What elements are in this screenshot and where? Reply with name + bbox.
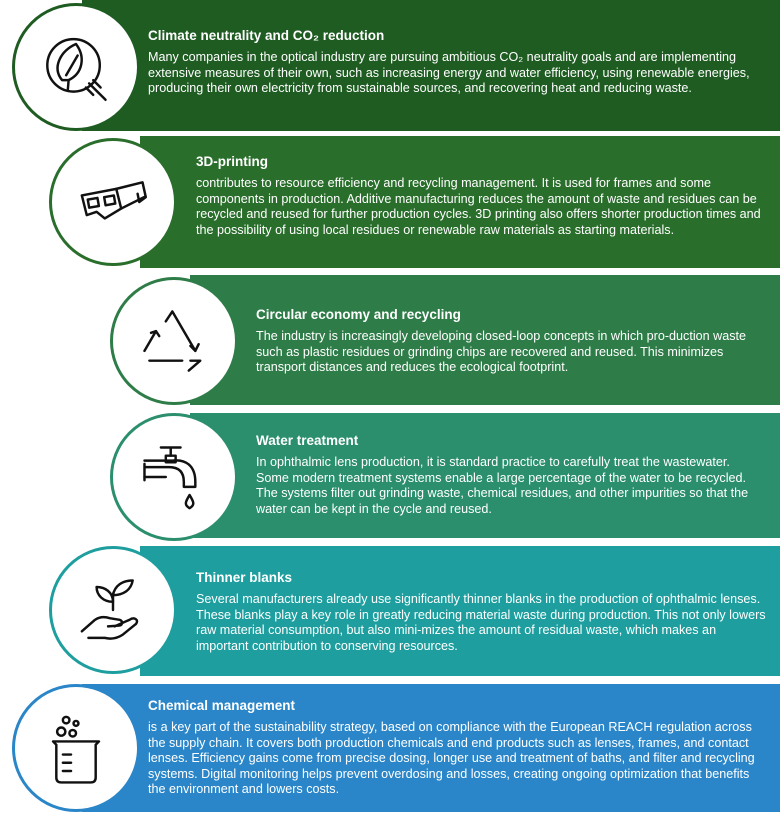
blanks-icon-circle bbox=[49, 546, 177, 674]
section-title: Circular economy and recycling bbox=[256, 307, 461, 322]
section-circular-band bbox=[190, 275, 780, 405]
section-climate-band bbox=[82, 0, 780, 131]
circular-icon-circle bbox=[110, 277, 238, 405]
section-text: Several manufacturers already use significantly thinner blanks in the production of ophthalmic lenses. These blanks play a key role in greatly reducing material waste during production. This not only lowers raw material consumption, but also mini-mizes the amount of residual waste, which makes an important contribution to conserving resources. bbox=[196, 592, 766, 653]
recycle-icon bbox=[133, 300, 215, 382]
climate-icon-circle bbox=[12, 3, 140, 131]
water-icon-circle bbox=[110, 413, 238, 541]
leaf-plug-icon bbox=[35, 26, 117, 108]
beaker-icon bbox=[35, 707, 117, 789]
section-title: Chemical management bbox=[148, 698, 296, 713]
section-title: Water treatment bbox=[256, 433, 359, 448]
section-text: Many companies in the optical industry are pursuing ambitious CO₂ neutrality goals and are implementing extensive measures of their own, such as increasing energy and water efficiency, using renewable energies, producing their own electricity from sustainable sources, and recovering heat and reducing waste. bbox=[148, 50, 750, 96]
section-water-band bbox=[190, 413, 780, 538]
section-text: is a key part of the sustainability strategy, based on compliance with the European REACH regulation across the supply chain. It covers both production chemicals and end products such as lenses, frames, and contact lenses. Efficiency gains come from precise dosing, longer use and treatment of baths, and filter and recycling systems. Digital monitoring helps prevent overdosing and losses, creating ongoing optimization that benefits the environment and lowers costs. bbox=[148, 720, 755, 797]
section-text: contributes to resource efficiency and recycling management. It is used for frames and some components in production. Additive manufacturing reduces the amount of waste and residues can be recycled and reused for further production cycles. 3D printing also offers shorter production times and the possibility of using local residues or renewable raw materials as starting materials. bbox=[196, 176, 761, 237]
section-title: Thinner blanks bbox=[196, 570, 293, 585]
hand-sprout-icon bbox=[72, 569, 154, 651]
section-3d-printing-band bbox=[140, 136, 780, 268]
water-tap-icon bbox=[133, 436, 215, 518]
section-title: 3D-printing bbox=[196, 154, 268, 169]
section-blanks-band bbox=[140, 546, 780, 676]
section-text: The industry is increasingly developing closed-loop concepts in which pro-duction waste such as plastic residues or grinding chips are recovered and reused. This minimizes transport distances and reduces the ecological footprint. bbox=[256, 329, 747, 375]
section-chemical-band bbox=[82, 684, 780, 812]
3d-printing-icon-circle bbox=[49, 138, 177, 266]
chemical-icon-circle bbox=[12, 684, 140, 812]
section-text: In ophthalmic lens production, it is standard practice to carefully treat the wastewater. Some modern treatment systems enable a large percentage of the water to be recycled. The systems filter out grinding waste, chemical residues, and other impurities so that the water can be kept in the cycle and reused. bbox=[256, 455, 749, 516]
section-title: Climate neutrality and CO₂ reduction bbox=[148, 28, 385, 43]
3d-glasses-icon bbox=[72, 161, 154, 243]
